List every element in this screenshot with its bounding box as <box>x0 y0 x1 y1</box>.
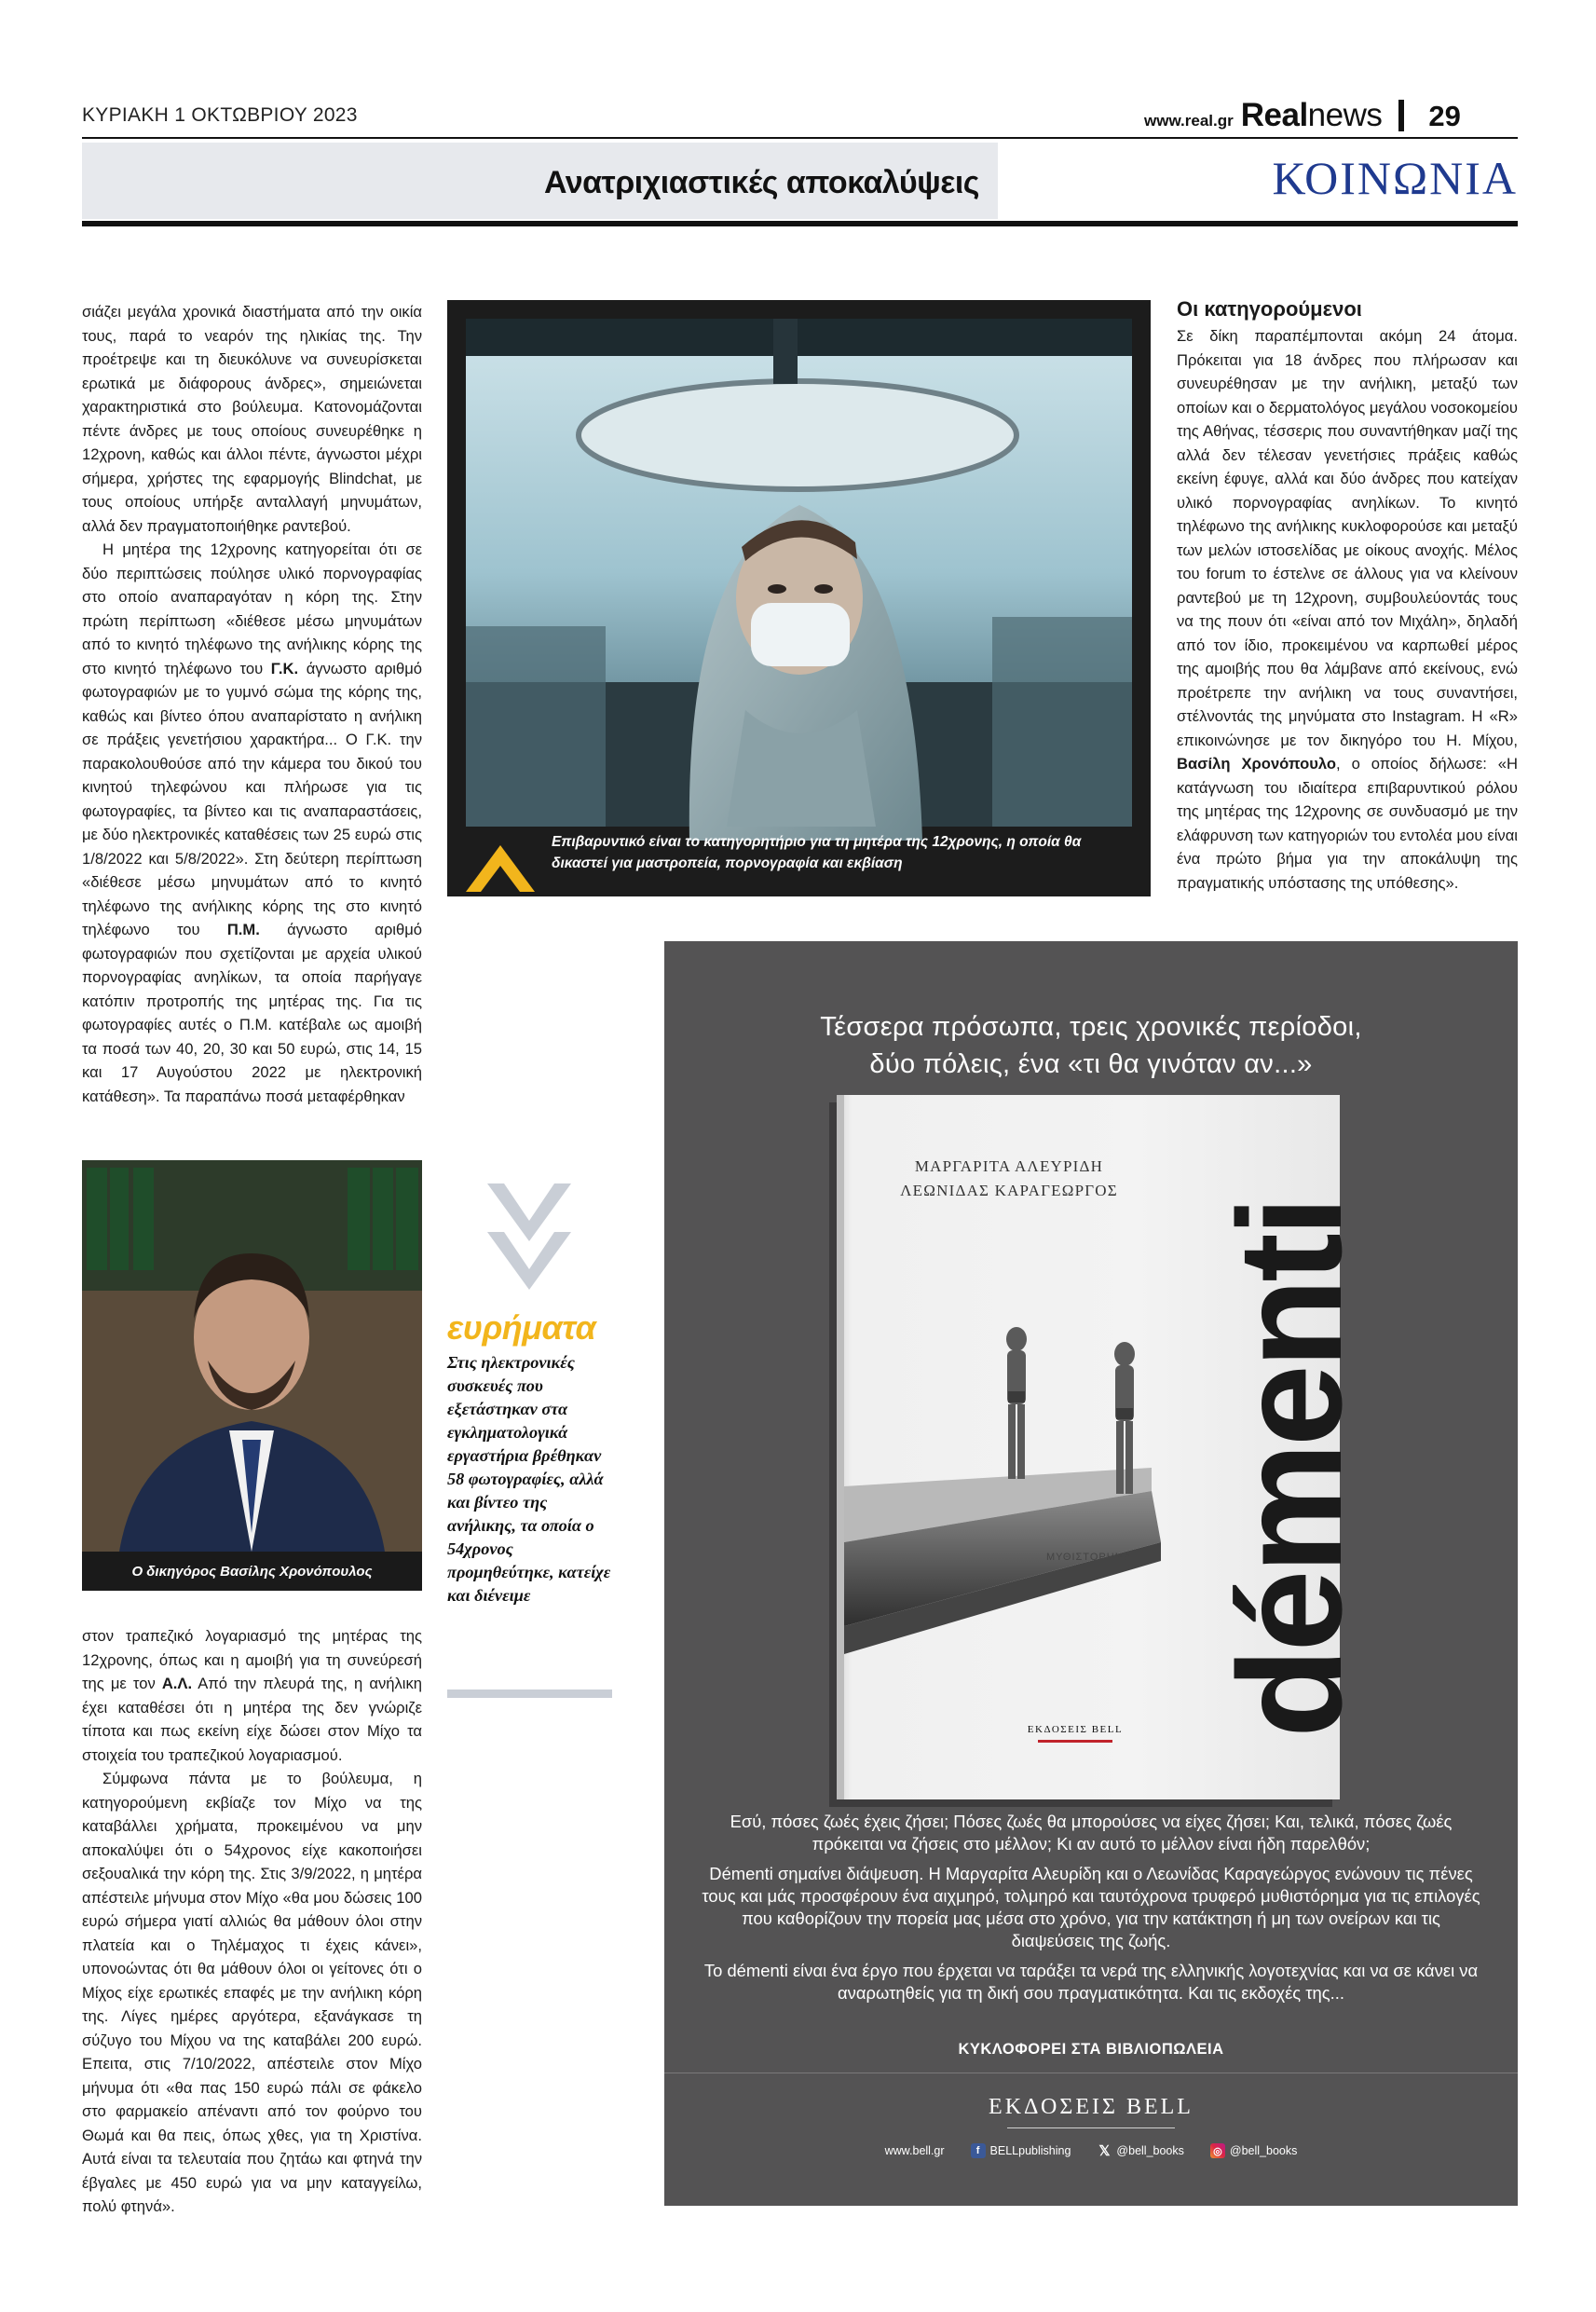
book-cover <box>837 1095 1372 1799</box>
name-initials: Π.Μ. <box>226 921 260 938</box>
social-label: @bell_books <box>1116 2144 1184 2157</box>
photo-car <box>466 319 1132 827</box>
car-photo-image <box>466 319 1132 827</box>
social-link-website[interactable] <box>885 2144 945 2157</box>
x-icon: 𝕏 <box>1098 2143 1111 2159</box>
ad-description <box>702 1811 1480 2012</box>
article-column-3 <box>1177 296 1518 895</box>
logo-bold: Real <box>1240 97 1308 133</box>
publisher-logo-rule <box>1007 2127 1175 2128</box>
findings-rule <box>447 1690 612 1698</box>
logo <box>1241 97 1383 134</box>
page-number: 29 <box>1428 100 1461 132</box>
social-label: www.bell.gr <box>884 2144 945 2157</box>
site-url[interactable]: www.real.gr <box>1144 112 1234 130</box>
banner-title: Ανατριχιαστικές αποκαλύψεις <box>543 165 979 200</box>
paragraph: σιάζει μεγάλα χρονικά διαστήματα από την οικία τους, παρά το νεαρόν της ηλικίας της. Την προέτρεψε και τη διευκόλυνε να συνευρίσκεται ερωτικά με διάφορους άνδρες», σημειώνεται χαρακτηριστικά στο βούλευμα. Κατονομάζονται πέντε άνδρες με τους οποίους συνευρέθηκε η 12χρονη, καθώς και άλλοι πέντε, άγνωστοι μέχρι σήμερα, χρήστες της εφαρμογής Blindchat, με τους οποίους υπήρξε ανταλλαγή μηνυμάτων, αλλά δεν πραγματοποιήθηκε ραντεβού. <box>82 303 422 535</box>
ad-availability: ΚΥΚΛΟΦΟΡΕΙ ΣΤΑ ΒΙΒΛΙΟΠΩΛΕΙΑ <box>958 2041 1224 2058</box>
ad-paragraph: Démenti σημαίνει διάψευση. Η Μαργαρίτα Αλευρίδη και ο Λεωνίδας Καραγεώργος ενώνουν τις πένες τους και μάς προσφέρουν ένα αιχμηρό, τολμηρό και ταυτόχρονα τρυφερό μυθιστόρημα για τις επιλογές που καθορίζουν την πορεία μας μέσα στο χρόνο, για την κατάκτηση ή μη των ονείρων και τις διαψεύσεις της ζωής. <box>702 1864 1480 1950</box>
text-run: , ο οποίος δήλωσε: «Η κατάγνωση του ιδιαίτερα επιβαρυντικού ρόλου της μητέρας της 12χρονης σε συνδυασμό με την ελάφρυνση των κατηγοριών του εντολέα μου είναι ένα πρώτο βήμα για την αποκάλυψη της πραγματικής υπόστασης της υπόθεσης». <box>1177 755 1518 892</box>
name-initials: Α.Λ. <box>161 1675 193 1692</box>
book-genre: ΜΥΘΙΣΤΟΡΗΜΑ <box>1046 1552 1133 1563</box>
findings-title: ευρήματα <box>447 1308 596 1347</box>
text-run: Σε δίκη παραπέμπονται ακόμη 24 άτομα. Πρόκειται για 18 άνδρες που πλήρωσαν και συνευρέθησαν με την ανήλικη, μεταξύ των οποίων και ο δερματολόγος μεγάλου νοσοκομείου της Αθήνας, τέσσερις που συναντήθηκαν μαζί της αλλά δεν τέλεσαν γενετήσιες πράξεις καθώς εκείνη έφυγε, αλλά και δύο άνδρες που κατείχαν υλικό πορνογραφίας ανηλίκων. Το κινητό τηλέφωνο της ανήλικης κυκλοφορούσε και μεταξύ των μελών ιστοσελίδας με οίκους ανοχής. Μέλος του forum το έστελνε σε άλλους για να κλείνουν ραντεβού με τη 12χρονη, συμβουλεύοντάς τους να της πουν ότι «είναι από τον Μιχάλη», δηλαδή από τον ίδιο, προκειμένου να καρπωθεί μέρος της αμοιβής που θα λάμβανε από εκείνους, ενώ προέτρεπε την ανήλικη να τους συναντήσει, στέλνοντάς της μηνύματα στο Instagram. Η «R» επικοινώνησε με τον δικηγόρο του Η. Μίχου, <box>1177 327 1518 749</box>
photo-lawyer-box <box>82 1160 422 1591</box>
social-link-instagram[interactable] <box>1210 2143 1297 2158</box>
brand-area <box>1144 97 1461 134</box>
findings-sidebar <box>447 1183 612 1607</box>
paragraph <box>1177 324 1518 895</box>
header-separator <box>1398 100 1404 131</box>
ad-paragraph: Εσύ, πόσες ζωές έχεις ζήσει; Πόσες ζωές θα μπορούσες να είχες ζήσει; Και, τελικά, πόσες ζωές πρόκειται να ζήσεις στο μέλλον; Κι αν αυτό το μέλλον είναι ήδη παρελθόν; <box>730 1812 1453 1854</box>
publisher-logo: ΕΚΔΟΣΕΙΣ BELL <box>989 2095 1194 2119</box>
book-publisher-rule <box>1038 1740 1112 1743</box>
ad-headline-line: Τέσσερα πρόσωπα, τρεις χρονικές περίοδοι, <box>820 1012 1362 1042</box>
ad-social-links <box>664 2143 1518 2158</box>
date-line: ΚΥΡΙΑΚΗ 1 ΟΚΤΩΒΡΙΟΥ 2023 <box>82 104 358 126</box>
ad-headline-line: δύο πόλεις, ένα «τι θα γινόταν αν...» <box>869 1049 1313 1079</box>
section-name: ΚΟΙΝΩΝΙΑ <box>1272 152 1518 204</box>
social-label: @bell_books <box>1229 2144 1298 2157</box>
book-publisher: ΕΚΔΟΣΕΙΣ BELL <box>1027 1724 1124 1735</box>
book-author: ΛΕΩΝΙΔΑΣ ΚΑΡΑΓΕΩΡΓΟΣ <box>900 1182 1118 1199</box>
book-author: ΜΑΡΓΑΡΙΤΑ ΑΛΕΥΡΙΔΗ <box>914 1157 1104 1175</box>
book-authors <box>893 1155 1125 1203</box>
social-link-facebook[interactable] <box>971 2143 1071 2158</box>
text-run: Από την πλευρά της, η ανήλικη έχει καταθέσει ότι η μητέρα της δεν γνώριζε τίποτα και πως εκείνη είχε δώσει στον Μίχο τα στοιχεία του τραπεζικού λογαριασμού. <box>82 1675 422 1764</box>
book-spine <box>837 1095 844 1799</box>
top-rule <box>82 137 1518 139</box>
facebook-icon: f <box>971 2143 986 2158</box>
logo-light: news <box>1307 97 1383 133</box>
name-initials: Γ.Κ. <box>270 659 299 677</box>
paragraph: Σύμφωνα πάντα με το βούλευμα, η κατηγορούμενη εκβίαζε τον Μίχο να της καταβάλλει χρήματα, προκειμένου να μην αποκαλύψει ότι ο 54χρονος είχε κακοποιήσει σεξουαλικά την κόρη της. Στις 3/9/2022, η μητέρα απέστειλε μήνυμα στον Μίχο «θα μου δώσεις 100 ευρώ σήμερα γιατί αλλιώς θα μάθουν όλοι στην πλατεία και ο Τηλέμαχος τι έχεις κάνει», υπονοώντας ότι θα μάθουν όλοι οι γείτονες ότι ο Μίχος είχε ερωτικές επαφές με την ανήλικη κόρη της. Λίγες ημέρες αργότερα, εξανάγκασε τη σύζυγο του Μίχου να της καταβάλει 200 ευρώ. Επειτα, στις 7/10/2022, απέστειλε στον Μίχο μήνυμα ότι «θα πας 150 ευρώ πάλι σε φάκελο στο φαρμακείο απέναντι από τον φούρνο του Θωμά και θα πεις, όπως χθες, για τη Χριστίνα. Αυτά είναι τα τελευταία που ζητάω και φτηνά την έβγαλες με 450 ευρώ για να μην καταγγείλω, πολύ φτηνά». <box>82 1770 422 2215</box>
social-label: BELLpublishing <box>989 2144 1071 2157</box>
social-link-x[interactable] <box>1097 2143 1183 2158</box>
lawyer-portrait-image <box>82 1160 422 1552</box>
photo-lawyer <box>82 1160 422 1552</box>
photo-car-box <box>447 300 1151 896</box>
subheading-defendants: Οι κατηγορούμενοι <box>1177 297 1362 321</box>
findings-text: Στις ηλεκτρονικές συσκευές που εξετάστηκαν στα εγκληματολογικά εργαστήρια βρέθηκαν 58 φωτογραφίες, αλλά και βίντεο της ανήλικης, τα οποία ο 54χρονος προμηθεύτηκε, κατείχε και διένειμε <box>447 1353 611 1605</box>
book-advertisement[interactable] <box>664 941 1518 2206</box>
text-run: στον τραπεζικό λογαριασμό της μητέρας της 12χρονης, όπως και η αμοιβή για τη συνεύρεσή της με τον <box>82 1627 422 1692</box>
article-column-1-bottom <box>82 1624 422 2219</box>
paragraph <box>82 538 422 1108</box>
book-cover-illustration <box>844 1235 1235 1719</box>
double-chevron-down-icon <box>487 1183 571 1295</box>
text-run: Η μητέρα της 12χρονης κατηγορείται ότι σε δύο περιπτώσεις πούλησε υλικό πορνογραφίας στο οποίο αναπαραγόταν η κόρη της. Στην πρώτη περίπτωση «διέθεσε μέσω μηνυμάτων από το κινητό τηλέφωνο της ανήλικης κόρης της στο κινητό τηλέφωνο του <box>82 540 422 677</box>
lawyer-name: Βασίλη Χρονόπουλο <box>1177 755 1337 773</box>
paragraph <box>82 1624 422 1767</box>
text-run: άγνωστο αριθμό φωτογραφιών που σχετίζονται με αρχεία υλικού πορνογραφίας ανηλίκων, τα οποία παρήγαγε κατόπιν προτροπής της μητέρας της. Για τις φωτογραφίες αυτές ο Π.Μ. κατέβαλε ως αμοιβή τα ποσά των 40, 20, 30 και 50 ευρώ, στις 14, 15 και 17 Αυγούστου 2022 με ηλεκτρονική κατάθεση». Τα παραπάνω ποσά μεταφέρθηκαν <box>82 921 422 1105</box>
instagram-icon: ◎ <box>1210 2143 1225 2158</box>
headline-banner <box>82 143 998 219</box>
text-run: άγνωστο αριθμό φωτογραφιών με το γυμνό σώμα της κόρης της, καθώς και βίντεο όπου αναπαρίστατο η ανήλικη σε πράξεις γενετήσιου χαρακτήρα... Ο Γ.Κ. την παρακολουθούσε από την κάμερα του δικού του κινητού τηλεφώνου και πλήρωσε για τις φωτογραφίες, τα βίντεο και τις αναπαραστάσεις, με δύο ηλεκτρονικές καταθέσεις των 25 ευρώ στις 1/8/2022 και 5/8/2022». Στη δεύτερη περίπτωση «διέθεσε μέσω μηνυμάτων από το κινητό τηλέφωνο της ανήλικης κόρης της στο κινητό τηλέφωνο του <box>82 659 422 938</box>
photo-lawyer-caption: Ο δικηγόρος Βασίλης Χρονόπουλος <box>82 1552 422 1591</box>
book-title: démenti <box>1208 1199 1372 1738</box>
article-column-1-top <box>82 300 422 1108</box>
ad-paragraph: Το démenti είναι ένα έργο που έρχεται να ταράξει τα νερά της ελληνικής λογοτεχνίας και να σε κάνει να αναρωτηθείς για τη δική σου πραγματικότητα. Και τις εκδοχές της... <box>703 1961 1479 2003</box>
ad-headline <box>664 1008 1518 1083</box>
photo-car-caption: Επιβαρυντικό είναι το κατηγορητήριο για τη μητέρα της 12χρονης, η οποία θα δικαστεί για μαστροπεία, πορνογραφία και εκβίαση <box>552 834 1082 871</box>
section-rule <box>82 221 1518 226</box>
chevron-up-icon <box>466 845 535 892</box>
